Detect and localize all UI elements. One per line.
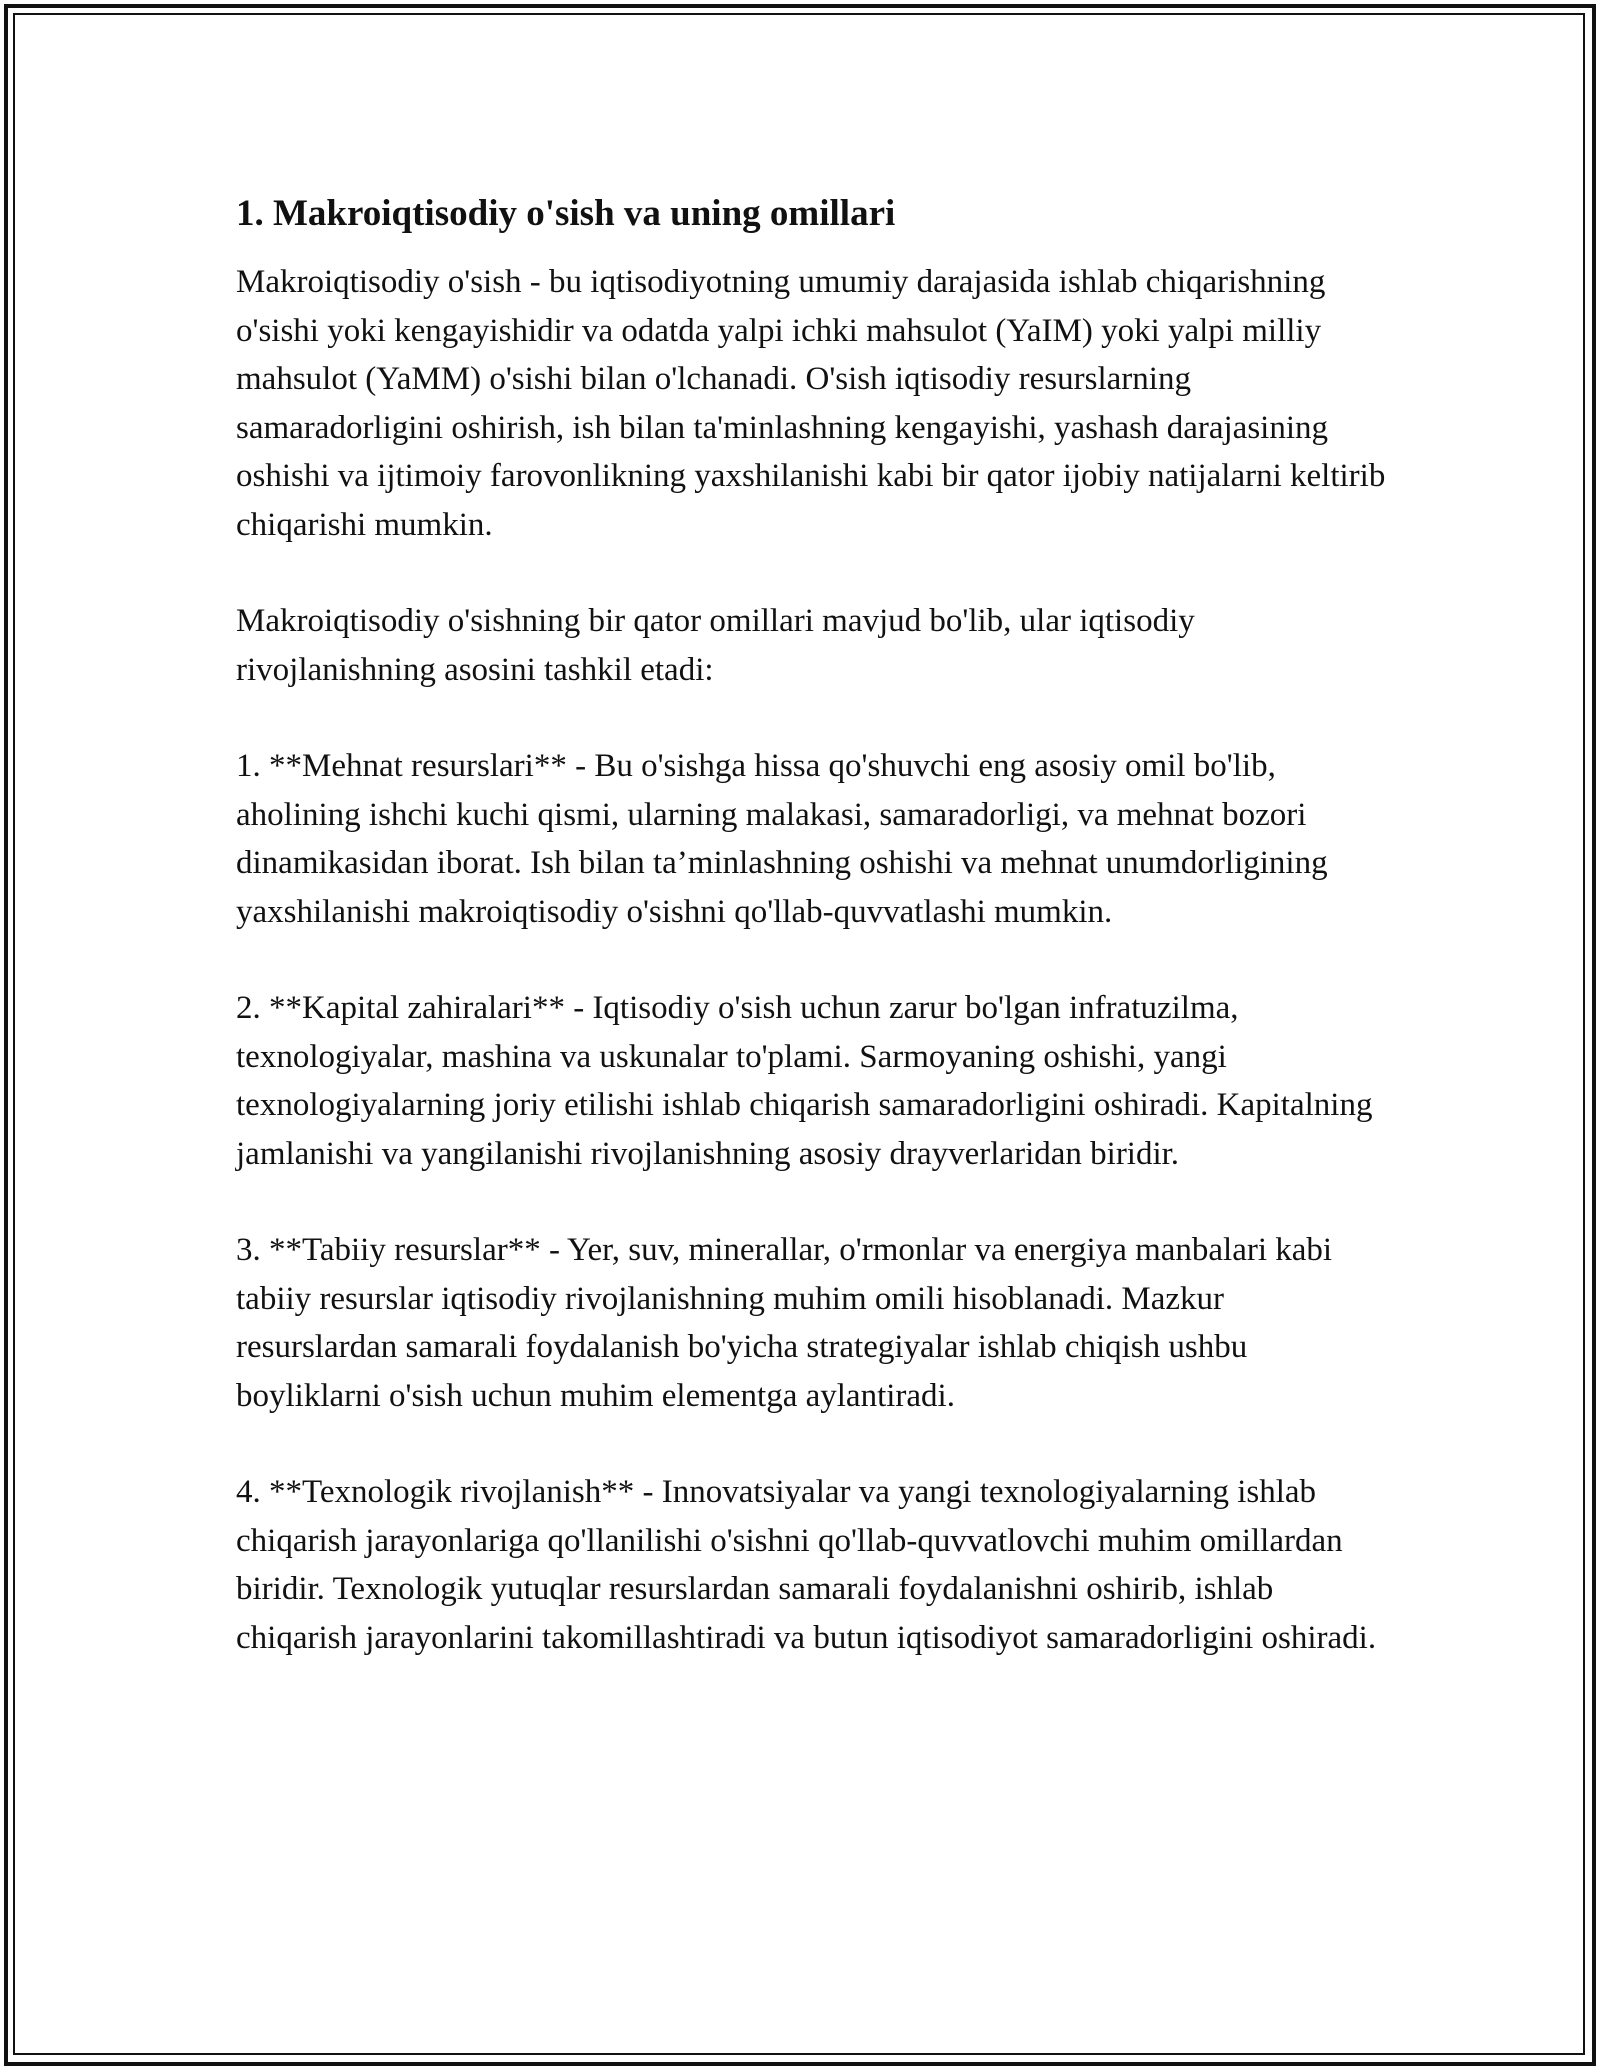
paragraph-capital-stock: 2. **Kapital zahiralari** - Iqtisodiy o'sish uchun zarur bo'lgan infratuzilma, texnologiyalar, mashina va uskunalar to'plami. Sarmoyaning oshishi, yangi texnologiyalarning joriy etilishi ishlab chiqarish samaradorligini oshiradi. Kapitalning jamlanishi va yangilanishi rivojlanishning asosiy drayverlaridan biridir. — [236, 990, 1373, 1172]
paragraph-factors-lead: Makroiqtisodiy o'sishning bir qator omillari mavjud bo'lib, ular iqtisodiy rivojlanishning asosini tashkil etadi: — [236, 603, 1195, 688]
paragraph-natural-resources: 3. **Tabiiy resurslar** - Yer, suv, minerallar, o'rmonlar va energiya manbalari kabi tabiiy resurslar iqtisodiy rivojlanishning muhim omili hisoblanadi. Mazkur resurslardan samarali foydalanish bo'yicha strategiyalar ishlab chiqish ushbu boyliklarni o'sish uchun muhim elementga aylantiradi. — [236, 1232, 1333, 1414]
paragraph-intro: Makroiqtisodiy o'sish - bu iqtisodiyotning umumiy darajasida ishlab chiqarishning o'sishi yoki kengayishidir va odatda yalpi ichki mahsulot (YaIM) yoki yalpi milliy mahsulot (YaMM) o'sishi bilan o'lchanadi. O'sish iqtisodiy resurslarning samaradorligini oshirish, ish bilan ta'minlashning kengayishi, yashash darajasining oshishi va ijtimoiy farovonlikning yaxshilanishi kabi bir qator ijobiy natijalarni keltirib chiqarishi mumkin. — [236, 264, 1386, 543]
paragraph-labor-resources: 1. **Mehnat resurslari** - Bu o'sishga hissa qo'shuvchi eng asosiy omil bo'lib, aholining ishchi kuchi qismi, ularning malakasi, samaradorligi, va mehnat bozori dinamikasidan iborat. Ish bilan ta’minlashning oshishi va mehnat unumdorligining yaxshilanishi makroiqtisodiy o'sishni qo'llab-quvvatlashi mumkin. — [236, 748, 1328, 930]
paragraph-technological-development: 4. **Texnologik rivojlanish** - Innovatsiyalar va yangi texnologiyalarning ishlab chiqarish jarayonlariga qo'llanilishi o'sishni qo'llab-quvvatlovchi muhim omillardan biridir. Texnologik yutuqlar resurslardan samarali foydalanishni oshirib, ishlab chiqarish jarayonlarini takomillashtiradi va butun iqtisodiyot samaradorligini oshiradi. — [236, 1474, 1377, 1656]
section-heading: 1. Makroiqtisodiy o'sish va uning omillari — [236, 193, 896, 234]
document-body — [236, 188, 1386, 1710]
